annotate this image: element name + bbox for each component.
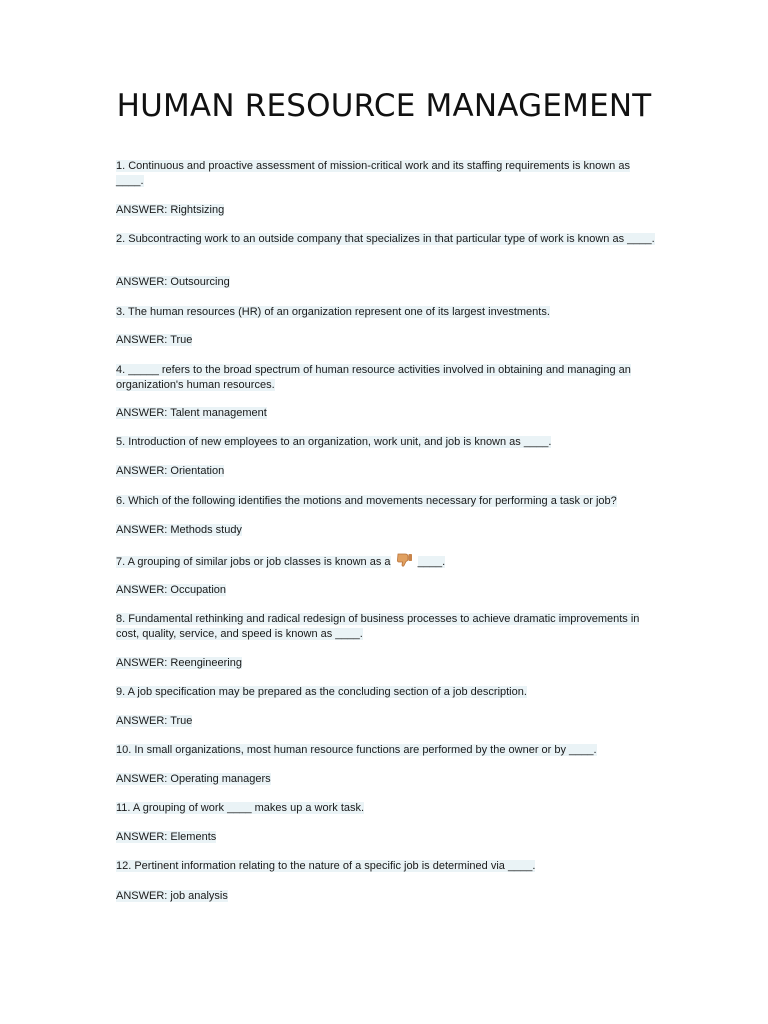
question-12	[116, 859, 656, 874]
question-text-suffix: ____.	[417, 556, 446, 568]
question-text: 8. Fundamental rethinking and radical redesign of business processes to achieve dramatic improvements in cost, quality, service, and speed is known as ____.	[116, 613, 640, 640]
question-2	[116, 232, 656, 247]
question-text: 3. The human resources (HR) of an organization represent one of its largest investments.	[116, 306, 550, 318]
question-text: 10. In small organizations, most human resource functions are performed by the owner or by ____.	[116, 744, 597, 756]
question-8	[116, 612, 656, 642]
answer-text: ANSWER: True	[116, 334, 193, 346]
question-10	[116, 743, 656, 758]
answer-text: ANSWER: job analysis	[116, 890, 228, 902]
question-1	[116, 159, 656, 189]
question-text: 11. A grouping of work ____ makes up a work task.	[116, 802, 365, 814]
answer-11	[116, 830, 656, 845]
answer-text: ANSWER: Rightsizing	[116, 204, 225, 216]
answer-7	[116, 583, 656, 598]
question-6	[116, 494, 656, 509]
question-3	[116, 305, 656, 320]
answer-12	[116, 889, 656, 904]
question-4	[116, 363, 656, 393]
answer-2	[116, 275, 656, 290]
answer-8	[116, 656, 656, 671]
answer-text: ANSWER: Orientation	[116, 465, 225, 477]
question-11	[116, 801, 656, 816]
answer-text: ANSWER: Operating managers	[116, 773, 271, 785]
thumbs-down-icon[interactable]	[396, 552, 413, 573]
answer-text: ANSWER: Reengineering	[116, 657, 242, 669]
question-text: 9. A job specification may be prepared as the concluding section of a job description.	[116, 686, 527, 698]
answer-6	[116, 523, 656, 538]
answer-9	[116, 714, 656, 729]
question-text: 5. Introduction of new employees to an organization, work unit, and job is known as ____.	[116, 436, 552, 448]
question-text: 6. Which of the following identifies the motions and movements necessary for performing a task or job?	[116, 495, 617, 507]
answer-10	[116, 772, 656, 787]
answer-3	[116, 333, 656, 348]
page-title: HUMAN RESOURCE MANAGEMENT	[116, 88, 652, 124]
answer-text: ANSWER: Occupation	[116, 584, 227, 596]
question-text: 1. Continuous and proactive assessment of mission-critical work and its staffing requirements is known as ____.	[116, 160, 630, 187]
answer-text: ANSWER: Methods study	[116, 524, 242, 536]
answer-text: ANSWER: Elements	[116, 831, 217, 843]
question-text: 7. A grouping of similar jobs or job classes is known as a	[116, 556, 391, 568]
question-7	[116, 552, 656, 573]
answer-text: ANSWER: Outsourcing	[116, 276, 230, 288]
question-text: 12. Pertinent information relating to the nature of a specific job is determined via ____.	[116, 860, 536, 872]
answer-text: ANSWER: True	[116, 715, 193, 727]
question-text: 4. _____ refers to the broad spectrum of human resource activities involved in obtaining and managing an organization's human resources.	[116, 364, 631, 391]
answer-1	[116, 203, 656, 218]
question-9	[116, 685, 656, 700]
question-5	[116, 435, 656, 450]
answer-4	[116, 406, 656, 421]
answer-5	[116, 464, 656, 479]
answer-text: ANSWER: Talent management	[116, 407, 267, 419]
question-text: 2. Subcontracting work to an outside company that specializes in that particular type of work is known as ____.	[116, 233, 655, 245]
